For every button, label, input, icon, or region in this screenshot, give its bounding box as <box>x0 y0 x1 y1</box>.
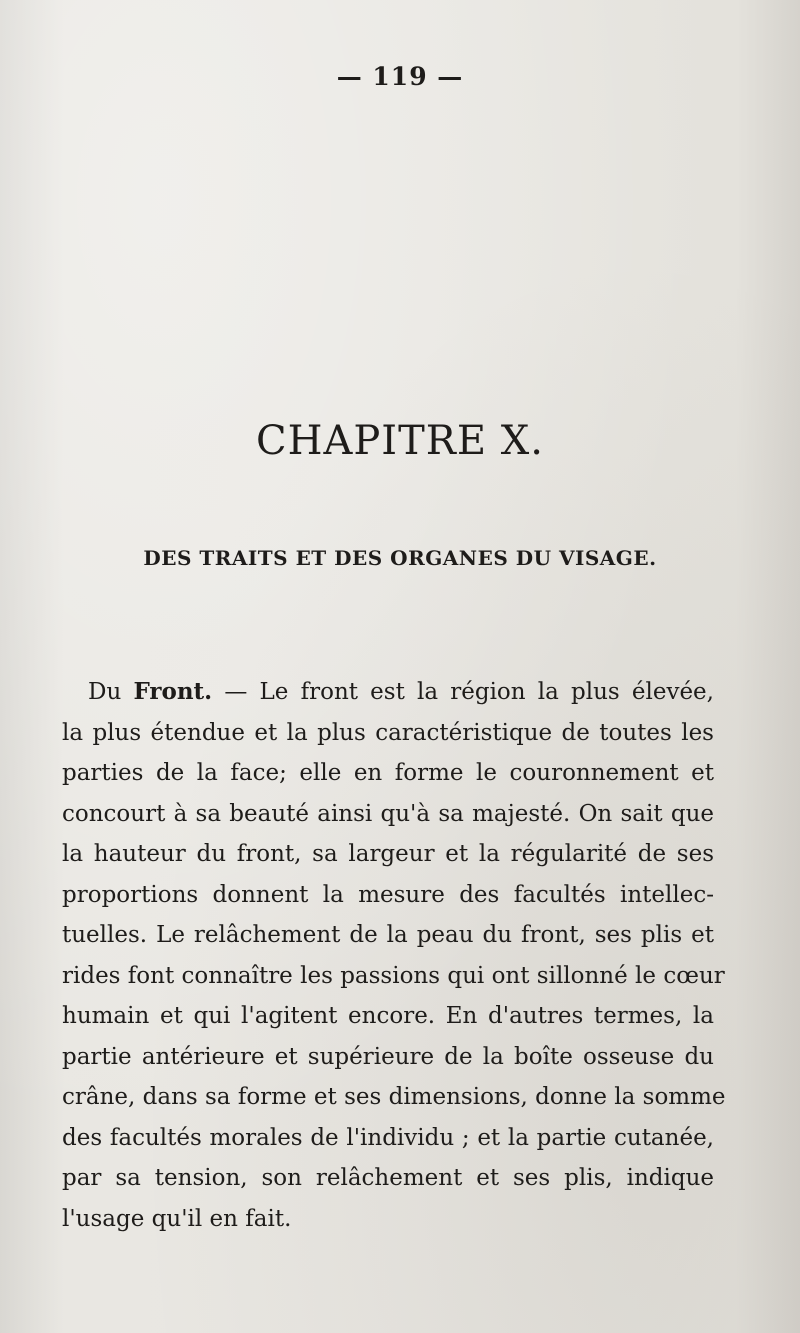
lead-prefix: Du <box>88 679 134 705</box>
paragraph-line: des facultés morales de l'individu ; et la partie cutanée, <box>62 1124 714 1151</box>
paragraph-line: concourt à sa beauté ainsi qu'à sa majesté. On sait que <box>62 800 714 827</box>
paragraph-line: partie antérieure et supérieure de la boîte osseuse du <box>62 1043 714 1070</box>
paragraph-line: la plus étendue et la plus caractéristique de toutes les <box>62 719 714 746</box>
paragraph-line: tuelles. Le relâchement de la peau du front, ses plis et <box>62 922 714 948</box>
paragraph-line: la hauteur du front, sa largeur et la régularité de ses <box>62 841 714 867</box>
paragraph-line <box>62 672 714 713</box>
page-number: — 119 — <box>336 62 464 91</box>
paragraph-line: humain et qui l'agitent encore. En d'autres termes, la <box>62 1003 714 1029</box>
chapter-title: CHAPITRE X. <box>256 418 544 464</box>
chapter-subtitle: DES TRAITS ET DES ORGANES DU VISAGE. <box>143 546 657 570</box>
paragraph-line: rides font connaître les passions qui ont sillonné le cœur <box>62 962 725 989</box>
lead-word: Front. <box>133 678 213 705</box>
paragraph-line: crâne, dans sa forme et ses dimensions, donne la somme <box>62 1084 726 1110</box>
paragraph-line: proportions donnent la mesure des facultés intellec- <box>62 881 714 908</box>
body-paragraph <box>62 672 726 1239</box>
paragraph-line-text: — Le front est la région la plus élevée, <box>212 679 714 705</box>
paragraph-line: l'usage qu'il en fait. <box>62 1205 292 1232</box>
paragraph-line: par sa tension, son relâchement et ses plis, indique <box>62 1165 714 1191</box>
paragraph-line: parties de la face; elle en forme le couronnement et <box>62 760 714 786</box>
